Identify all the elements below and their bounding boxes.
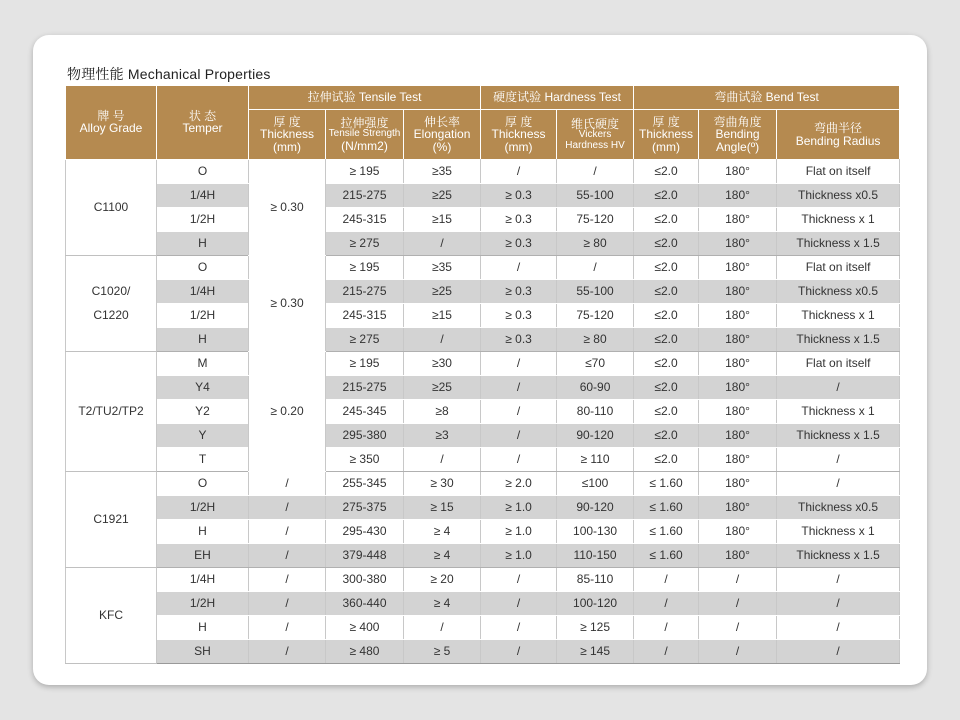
bend-thickness-cell: ≤2.0	[634, 423, 699, 447]
bending-angle-cell: 180°	[699, 303, 777, 327]
elongation-cell: ≥ 30	[404, 471, 481, 495]
alloy-grade-cell	[66, 471, 157, 567]
table-body	[66, 159, 900, 663]
vickers-hardness-cell: 100-120	[557, 591, 634, 615]
bend-thickness-cell: ≤2.0	[634, 447, 699, 471]
hardness-thickness-cell: ≥ 0.3	[481, 327, 557, 351]
vickers-hardness-cell: ≥ 145	[557, 639, 634, 663]
elongation-cell: ≥8	[404, 399, 481, 423]
bending-angle-cell: /	[699, 591, 777, 615]
table-row	[66, 543, 900, 567]
bending-angle-cell: 180°	[699, 327, 777, 351]
temper-cell: SH	[157, 639, 249, 663]
vickers-hardness-cell: 75-120	[557, 207, 634, 231]
bending-angle-cell: 180°	[699, 423, 777, 447]
temper-cell: T	[157, 447, 249, 471]
elongation-cell: ≥ 15	[404, 495, 481, 519]
vickers-hardness-cell: ≥ 80	[557, 231, 634, 255]
hardness-thickness-cell: ≥ 0.3	[481, 183, 557, 207]
vickers-hardness-cell: ≤100	[557, 471, 634, 495]
bending-radius-cell: /	[777, 447, 900, 471]
bend-thickness-cell: ≤2.0	[634, 303, 699, 327]
elongation-cell: ≥ 4	[404, 591, 481, 615]
tensile-thickness-cell: /	[249, 543, 326, 567]
temper-cell: H	[157, 231, 249, 255]
tensile-strength-cell: 215-275	[326, 183, 404, 207]
table-row	[66, 303, 900, 327]
table-row	[66, 447, 900, 471]
bending-radius-cell: Thickness x 1.5	[777, 423, 900, 447]
temper-cell: EH	[157, 543, 249, 567]
tensile-thickness-cell: /	[249, 495, 326, 519]
bending-angle-cell: /	[699, 615, 777, 639]
alloy-grade-label: KFC	[99, 608, 123, 622]
temper-cell: Y2	[157, 399, 249, 423]
bend-thickness-cell: /	[634, 615, 699, 639]
alloy-grade-cell	[66, 159, 157, 255]
table-row	[66, 351, 900, 375]
header-elongation: 伸长率 Elongation (%)	[404, 110, 481, 160]
tensile-strength-cell: ≥ 400	[326, 615, 404, 639]
bending-angle-cell: 180°	[699, 519, 777, 543]
alloy-grade-label: T2/TU2/TP2	[78, 404, 144, 418]
bending-radius-cell: Thickness x 1	[777, 207, 900, 231]
temper-cell: H	[157, 519, 249, 543]
tensile-strength-cell: 245-315	[326, 207, 404, 231]
tensile-thickness-cell: /	[249, 639, 326, 663]
hardness-thickness-cell: /	[481, 375, 557, 399]
hardness-thickness-cell: ≥ 0.3	[481, 303, 557, 327]
bend-thickness-cell: ≤2.0	[634, 279, 699, 303]
tensile-strength-cell: 295-380	[326, 423, 404, 447]
header-vickers-hardness: 维氏硬度 Vickers Hardness HV	[557, 110, 634, 160]
bending-radius-cell: Thickness x0.5	[777, 495, 900, 519]
vickers-hardness-cell: /	[557, 255, 634, 279]
bending-angle-cell: 180°	[699, 495, 777, 519]
hardness-thickness-cell: /	[481, 615, 557, 639]
bending-angle-cell: /	[699, 639, 777, 663]
table-row	[66, 399, 900, 423]
tensile-thickness-cell: /	[249, 591, 326, 615]
bend-thickness-cell: ≤ 1.60	[634, 543, 699, 567]
tensile-thickness-cell: ≥ 0.30	[249, 159, 326, 255]
tensile-strength-cell: ≥ 195	[326, 351, 404, 375]
table-row	[66, 183, 900, 207]
temper-cell: H	[157, 615, 249, 639]
bending-radius-cell: Thickness x 1	[777, 399, 900, 423]
bending-radius-cell: Thickness x 1	[777, 303, 900, 327]
alloy-grade-cell	[66, 255, 157, 351]
bending-angle-cell: 180°	[699, 231, 777, 255]
temper-cell: O	[157, 255, 249, 279]
temper-cell: 1/2H	[157, 591, 249, 615]
header-tensile-strength: 拉伸强度 Tensile Strength (N/mm2)	[326, 110, 404, 160]
temper-cell: 1/4H	[157, 567, 249, 591]
table-row	[66, 231, 900, 255]
hardness-thickness-cell: ≥ 0.3	[481, 279, 557, 303]
bend-thickness-cell: ≤2.0	[634, 183, 699, 207]
alloy-grade-label: C1921	[93, 512, 129, 526]
vickers-hardness-cell: 110-150	[557, 543, 634, 567]
elongation-cell: ≥ 4	[404, 543, 481, 567]
hardness-thickness-cell: /	[481, 351, 557, 375]
bend-thickness-cell: ≤ 1.60	[634, 471, 699, 495]
bend-thickness-cell: ≤2.0	[634, 231, 699, 255]
tensile-strength-cell: 215-275	[326, 375, 404, 399]
bending-angle-cell: 180°	[699, 399, 777, 423]
table-row	[66, 567, 900, 591]
hardness-thickness-cell: ≥ 2.0	[481, 471, 557, 495]
temper-cell: O	[157, 471, 249, 495]
hardness-thickness-cell: ≥ 1.0	[481, 543, 557, 567]
vickers-hardness-cell: 90-120	[557, 495, 634, 519]
bending-radius-cell: Flat on itself	[777, 255, 900, 279]
bending-angle-cell: 180°	[699, 447, 777, 471]
hardness-thickness-cell: /	[481, 159, 557, 183]
temper-cell: 1/4H	[157, 279, 249, 303]
tensile-strength-cell: 255-345	[326, 471, 404, 495]
header-bend-group: 弯曲试验 Bend Test	[634, 86, 900, 110]
bend-thickness-cell: ≤2.0	[634, 351, 699, 375]
temper-cell: M	[157, 351, 249, 375]
elongation-cell: ≥25	[404, 183, 481, 207]
bend-thickness-cell: /	[634, 591, 699, 615]
bending-angle-cell: /	[699, 567, 777, 591]
hardness-thickness-cell: /	[481, 423, 557, 447]
table-row	[66, 423, 900, 447]
header-bending-angle: 弯曲角度 Bending Angle(º)	[699, 110, 777, 160]
bending-angle-cell: 180°	[699, 159, 777, 183]
bending-angle-cell: 180°	[699, 543, 777, 567]
elongation-cell: /	[404, 327, 481, 351]
bending-radius-cell: /	[777, 567, 900, 591]
temper-cell: H	[157, 327, 249, 351]
tensile-strength-cell: 300-380	[326, 567, 404, 591]
bending-radius-cell: Flat on itself	[777, 159, 900, 183]
tensile-thickness-cell: /	[249, 615, 326, 639]
tensile-strength-cell: 245-345	[326, 399, 404, 423]
alloy-grade-cell	[66, 567, 157, 663]
table-row	[66, 471, 900, 495]
tensile-strength-cell: 245-315	[326, 303, 404, 327]
bending-angle-cell: 180°	[699, 207, 777, 231]
hardness-thickness-cell: /	[481, 591, 557, 615]
header-hardness-group: 硬度试验 Hardness Test	[481, 86, 634, 110]
hardness-thickness-cell: ≥ 1.0	[481, 519, 557, 543]
bending-radius-cell: /	[777, 639, 900, 663]
hardness-thickness-cell: /	[481, 639, 557, 663]
tensile-strength-cell: 215-275	[326, 279, 404, 303]
vickers-hardness-cell: 55-100	[557, 279, 634, 303]
bend-thickness-cell: /	[634, 639, 699, 663]
temper-cell: O	[157, 159, 249, 183]
tensile-strength-cell: 275-375	[326, 495, 404, 519]
bending-angle-cell: 180°	[699, 279, 777, 303]
table-row	[66, 639, 900, 663]
vickers-hardness-cell: /	[557, 159, 634, 183]
hardness-thickness-cell: /	[481, 567, 557, 591]
bend-thickness-cell: ≤ 1.60	[634, 519, 699, 543]
bending-radius-cell: Thickness x 1.5	[777, 327, 900, 351]
hardness-thickness-cell: /	[481, 399, 557, 423]
bend-thickness-cell: ≤2.0	[634, 375, 699, 399]
bending-radius-cell: /	[777, 615, 900, 639]
alloy-grade-cell	[66, 351, 157, 471]
vickers-hardness-cell: ≥ 80	[557, 327, 634, 351]
bending-radius-cell: Thickness x 1.5	[777, 543, 900, 567]
hardness-thickness-cell: ≥ 0.3	[481, 207, 557, 231]
bending-angle-cell: 180°	[699, 471, 777, 495]
bending-radius-cell: Thickness x 1	[777, 519, 900, 543]
table-row	[66, 327, 900, 351]
header-bend-thickness: 厚 度 Thickness (mm)	[634, 110, 699, 160]
temper-cell: 1/2H	[157, 495, 249, 519]
bending-radius-cell: Thickness x0.5	[777, 183, 900, 207]
bending-radius-cell: Flat on itself	[777, 351, 900, 375]
table-row	[66, 255, 900, 279]
bending-radius-cell: /	[777, 471, 900, 495]
header-hardness-thickness: 厚 度 Thickness (mm)	[481, 110, 557, 160]
table-row	[66, 207, 900, 231]
temper-cell: 1/2H	[157, 303, 249, 327]
bending-angle-cell: 180°	[699, 183, 777, 207]
tensile-strength-cell: ≥ 275	[326, 327, 404, 351]
table-row	[66, 375, 900, 399]
bend-thickness-cell: ≤2.0	[634, 399, 699, 423]
bend-thickness-cell: ≤2.0	[634, 255, 699, 279]
temper-cell: Y	[157, 423, 249, 447]
table-row	[66, 519, 900, 543]
header-temper: 状 态 Temper	[157, 86, 249, 159]
alloy-grade-label: C1100	[93, 200, 129, 214]
elongation-cell: /	[404, 615, 481, 639]
mechanical-properties-table	[65, 86, 900, 664]
alloy-grade-label: C1020/	[91, 284, 131, 298]
vickers-hardness-cell: 80-110	[557, 399, 634, 423]
table-row	[66, 591, 900, 615]
elongation-cell: ≥ 5	[404, 639, 481, 663]
tensile-strength-cell: ≥ 480	[326, 639, 404, 663]
table-row	[66, 279, 900, 303]
bending-radius-cell: /	[777, 591, 900, 615]
tensile-strength-cell: ≥ 195	[326, 255, 404, 279]
page-title: 物理性能 Mechanical Properties	[67, 66, 271, 82]
vickers-hardness-cell: 60-90	[557, 375, 634, 399]
table-row	[66, 495, 900, 519]
vickers-hardness-cell: ≥ 125	[557, 615, 634, 639]
bend-thickness-cell: ≤ 1.60	[634, 495, 699, 519]
elongation-cell: ≥35	[404, 159, 481, 183]
temper-cell: Y4	[157, 375, 249, 399]
vickers-hardness-cell: ≥ 110	[557, 447, 634, 471]
tensile-thickness-cell: ≥ 0.20	[249, 351, 326, 471]
table-row	[66, 615, 900, 639]
temper-cell: 1/2H	[157, 207, 249, 231]
bending-radius-cell: Thickness x 1.5	[777, 231, 900, 255]
elongation-cell: /	[404, 231, 481, 255]
tensile-thickness-cell: /	[249, 471, 326, 495]
tensile-thickness-cell: /	[249, 519, 326, 543]
elongation-cell: ≥25	[404, 279, 481, 303]
hardness-thickness-cell: ≥ 1.0	[481, 495, 557, 519]
vickers-hardness-cell: 90-120	[557, 423, 634, 447]
elongation-cell: ≥15	[404, 303, 481, 327]
bending-radius-cell: /	[777, 375, 900, 399]
header-bending-radius: 弯曲半径 Bending Radius	[777, 110, 900, 160]
bending-angle-cell: 180°	[699, 351, 777, 375]
tensile-strength-cell: 379-448	[326, 543, 404, 567]
vickers-hardness-cell: 85-110	[557, 567, 634, 591]
alloy-grade-label: C1220	[93, 308, 129, 322]
hardness-thickness-cell: /	[481, 447, 557, 471]
vickers-hardness-cell: 55-100	[557, 183, 634, 207]
hardness-thickness-cell: ≥ 0.3	[481, 231, 557, 255]
bend-thickness-cell: /	[634, 567, 699, 591]
header-alloy-grade: 牌 号 Alloy Grade	[66, 86, 157, 159]
tensile-strength-cell: ≥ 275	[326, 231, 404, 255]
bend-thickness-cell: ≤2.0	[634, 159, 699, 183]
elongation-cell: ≥3	[404, 423, 481, 447]
hardness-thickness-cell: /	[481, 255, 557, 279]
bend-thickness-cell: ≤2.0	[634, 327, 699, 351]
vickers-hardness-cell: ≤70	[557, 351, 634, 375]
tensile-thickness-cell: /	[249, 567, 326, 591]
bending-angle-cell: 180°	[699, 255, 777, 279]
tensile-strength-cell: ≥ 195	[326, 159, 404, 183]
elongation-cell: ≥35	[404, 255, 481, 279]
elongation-cell: /	[404, 447, 481, 471]
vickers-hardness-cell: 75-120	[557, 303, 634, 327]
header-tensile-group: 拉伸试验 Tensile Test	[249, 86, 481, 110]
elongation-cell: ≥15	[404, 207, 481, 231]
elongation-cell: ≥25	[404, 375, 481, 399]
vickers-hardness-cell: 100-130	[557, 519, 634, 543]
temper-cell: 1/4H	[157, 183, 249, 207]
tensile-strength-cell: 360-440	[326, 591, 404, 615]
elongation-cell: ≥ 4	[404, 519, 481, 543]
tensile-strength-cell: ≥ 350	[326, 447, 404, 471]
elongation-cell: ≥30	[404, 351, 481, 375]
tensile-thickness-cell: ≥ 0.30	[249, 255, 326, 351]
header-tensile-thickness: 厚 度 Thickness (mm)	[249, 110, 326, 160]
bending-angle-cell: 180°	[699, 375, 777, 399]
bend-thickness-cell: ≤2.0	[634, 207, 699, 231]
bending-radius-cell: Thickness x0.5	[777, 279, 900, 303]
tensile-strength-cell: 295-430	[326, 519, 404, 543]
elongation-cell: ≥ 20	[404, 567, 481, 591]
table-row	[66, 159, 900, 183]
